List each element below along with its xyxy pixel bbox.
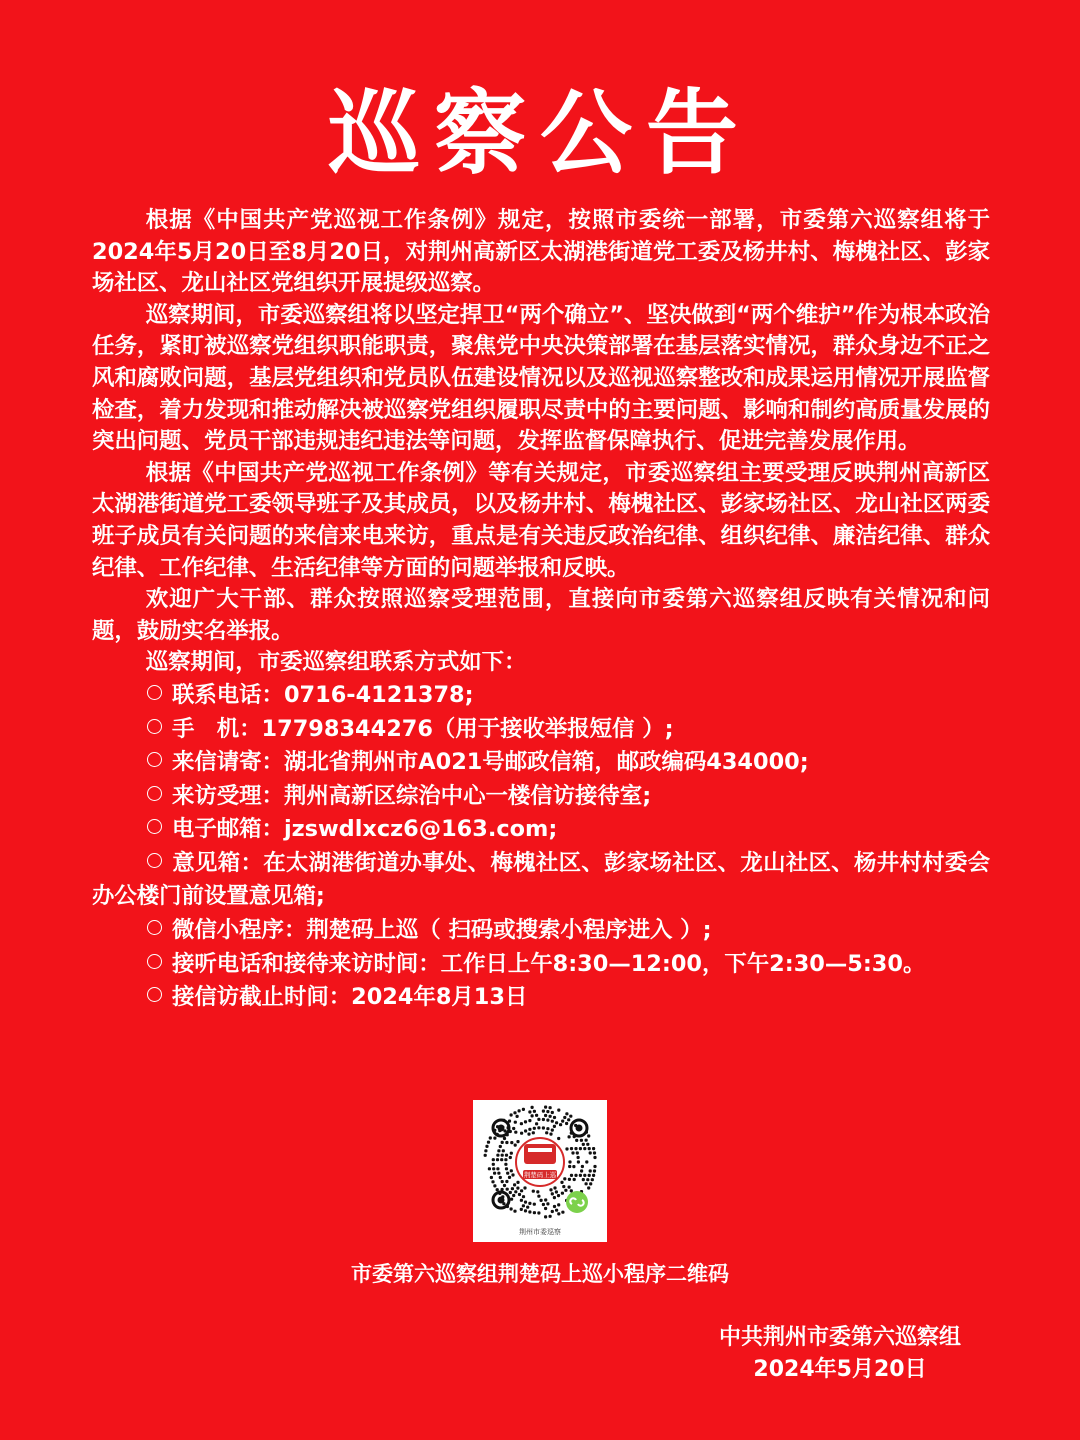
qr-caption: 市委第六巡察组荆楚码上巡小程序二维码 (351, 1262, 729, 1286)
paragraph-4: 欢迎广大干部、群众按照巡察受理范围，直接向市委第六巡察组反映有关情况和问题，鼓励实名举报。 (92, 586, 990, 644)
paragraph-3: 根据《中国共产党巡视工作条例》等有关规定，市委巡察组主要受理反映荆州高新区太湖港街道党工委领导班子及其成员，以及杨井村、梅槐社区、彭家场社区、龙山社区两委班子成员有关问题的来信来电来访，重点是有关违反政治纪律、组织纪律、廉洁纪律、群众纪律、工作纪律、生活纪律等方面的问题举报和反映。 (92, 459, 990, 581)
circle-bullet-icon (147, 752, 162, 767)
qr-footer-text: 荆州市委巡察 (519, 1228, 561, 1236)
circle-bullet-icon (147, 987, 162, 1002)
circle-bullet-icon (147, 853, 162, 868)
contact-mail (92, 746, 990, 780)
signature-block (690, 1322, 990, 1386)
contact-text: 电子邮箱：jzswdlxcz6@163.com; (172, 816, 558, 843)
qr-code-icon (473, 1100, 607, 1242)
contact-text: 联系电话：0716-4121378; (172, 681, 474, 708)
qr-code-graphic (473, 1100, 607, 1242)
contact-text: 接听电话和接待来访时间：工作日上午8:30—12:00，下午2:30—5:30。 (172, 950, 926, 977)
contact-mobile (92, 713, 990, 747)
circle-bullet-icon (147, 920, 162, 935)
circle-bullet-icon (147, 719, 162, 734)
contact-deadline (92, 981, 990, 1015)
circle-bullet-icon (147, 786, 162, 801)
circle-bullet-icon (147, 954, 162, 969)
contact-hours (92, 948, 990, 982)
contact-text: 手 机：17798344276（用于接收举报短信 ）; (172, 715, 674, 742)
paragraph-1: 根据《中国共产党巡视工作条例》规定，按照市委统一部署，市委第六巡察组将于2024年5月20日至8月20日，对荆州高新区太湖港街道党工委及杨井村、梅槐社区、彭家场社区、龙山社区党组织开展提级巡察。 (92, 207, 990, 297)
signature-date: 2024年5月20日 (753, 1357, 927, 1382)
contact-text: 来访受理：荆州高新区综治中心一楼信访接待室; (172, 782, 652, 809)
contact-text: 来信请寄：湖北省荆州市A021号邮政信箱，邮政编码434000; (172, 749, 809, 776)
signature-org: 中共荆州市委第六巡察组 (718, 1325, 961, 1350)
circle-bullet-icon (147, 819, 162, 834)
contact-text: 微信小程序：荆楚码上巡（ 扫码或搜索小程序进入 ）; (172, 917, 712, 944)
contact-suggestion-box (92, 847, 990, 914)
page-title: 巡察公告 (327, 79, 752, 187)
contact-wechat (92, 914, 990, 948)
paragraph-2: 巡察期间，市委巡察组将以坚定捍卫“两个确立”、坚决做到“两个维护”作为根本政治任务，紧盯被巡察党组织职能职责，聚焦党中央决策部署在基层落实情况，群众身边不正之风和腐败问题，基层党组织和党员队伍建设情况以及巡视巡察整改和成果运用情况开展监督检查，着力发现和推动解决被巡察党组织履职尽责中的主要问题、影响和制约高质量发展的突出问题、党员干部违规违纪违法等问题，发挥监督保障执行、促进完善发展作用。 (92, 301, 990, 455)
contact-email (92, 813, 990, 847)
qr-brand-text: 荆楚码上巡 (523, 1171, 557, 1179)
circle-bullet-icon (147, 685, 162, 700)
contact-phone (92, 679, 990, 713)
contact-text: 接信访截止时间：2024年8月13日 (172, 984, 528, 1011)
contact-visit (92, 780, 990, 814)
announcement-body (92, 205, 990, 1015)
contact-intro: 巡察期间，市委巡察组联系方式如下： (145, 649, 527, 676)
contact-text: 意见箱：在太湖港街道办事处、梅槐社区、彭家场社区、龙山社区、杨井村村委会办公楼门前设置意见箱; (92, 849, 990, 910)
